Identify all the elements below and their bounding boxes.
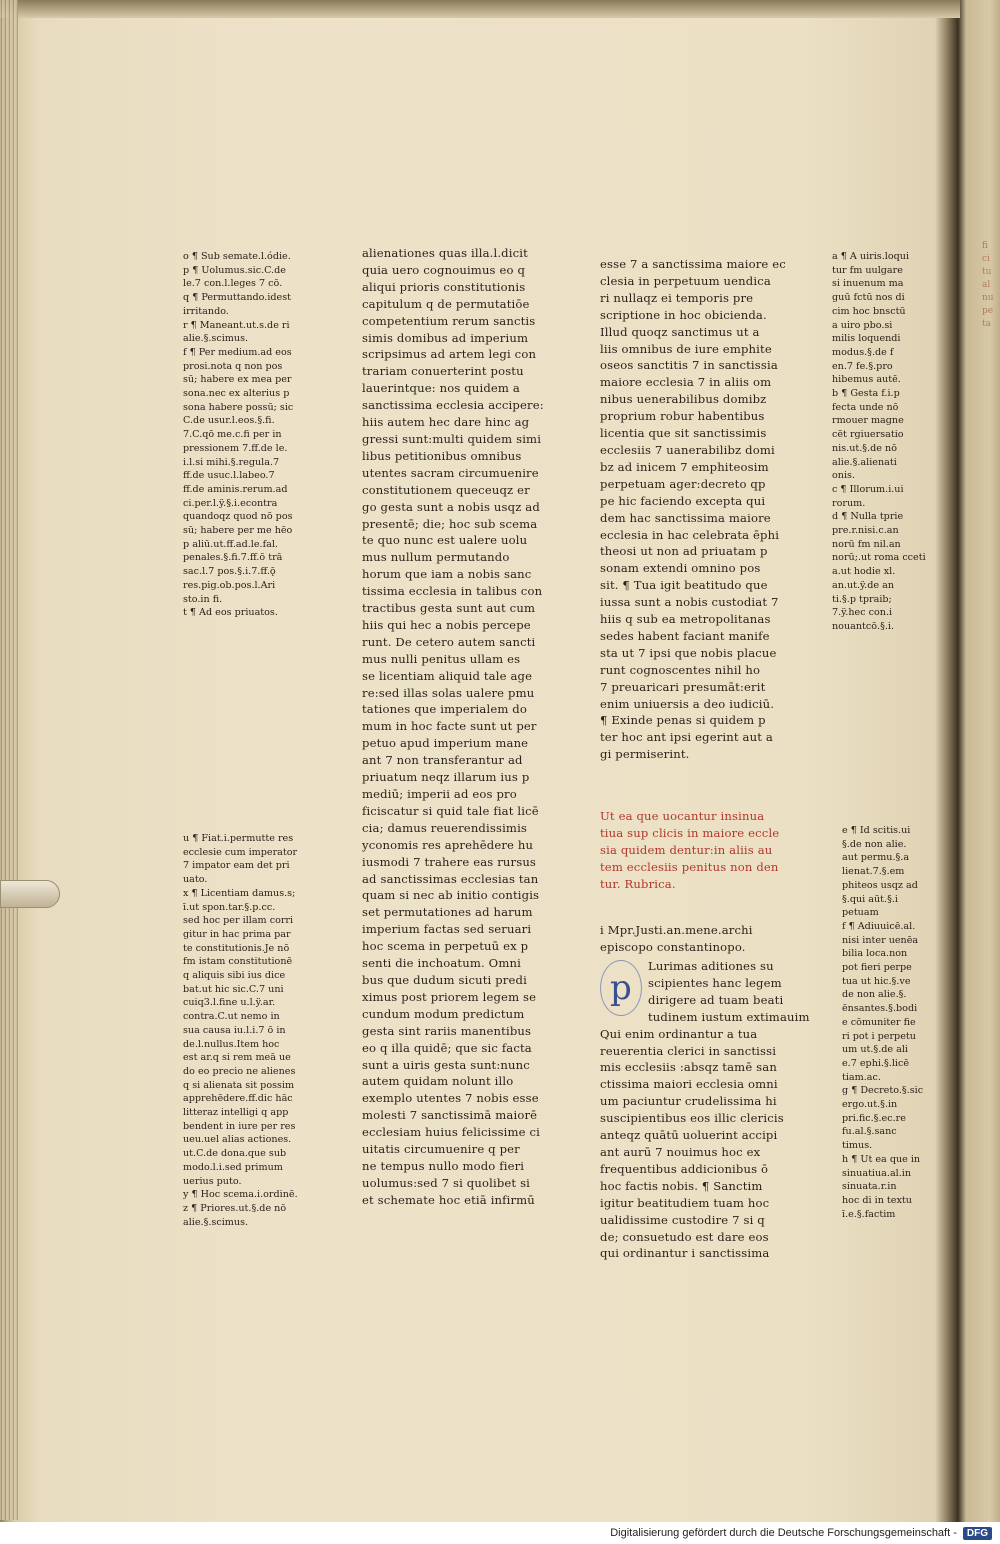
gloss-line: sū; habere ex mea per <box>183 374 292 386</box>
text-line: molesti 7 sanctissimā maiorē <box>362 1108 538 1123</box>
gloss-line: 7 impator eam det pri <box>183 860 290 872</box>
text-line: reuerentia clerici in sanctissi <box>600 1043 777 1058</box>
gloss-line: sona habere possū; sic <box>183 401 294 413</box>
text-line: bus que dudum sicuti predi <box>362 972 527 987</box>
rubric-line: tur. Rubrica. <box>600 876 676 891</box>
far-right-gloss-bottom <box>842 824 948 1221</box>
text-line: gi permiserint. <box>600 747 690 762</box>
text-line: yconomis res aprehēdere hu <box>362 837 534 852</box>
text-line: sta ut 7 ipsi que nobis placue <box>600 645 777 660</box>
text-line: go gesta sunt a nobis usqz ad <box>362 499 540 514</box>
gloss-line: o ¶ Sub semate.l.ódie. <box>183 251 291 262</box>
text-line: competentium rerum sanctis <box>362 313 536 328</box>
text-line: dirigere ad tuam beati <box>648 992 784 1007</box>
text-line: aliqui prioris constitutionis <box>362 279 526 294</box>
text-line: tractibus gesta sunt aut cum <box>362 601 536 616</box>
text-line: ecclesia in hac celebrata ēphi <box>600 527 780 542</box>
next-page-edge <box>962 0 1000 1520</box>
gloss-line: prosi.nota q non pos <box>183 360 283 372</box>
text-line: dem hac sanctissima maiore <box>600 510 771 525</box>
gloss-line: pri.fic.§.ec.re <box>842 1112 906 1124</box>
text-line: ant 7 non transferantur ad <box>362 753 523 768</box>
gloss-line: do eo precio ne alienes <box>183 1065 296 1077</box>
gloss-line: en.7 fe.§.pro <box>832 360 893 372</box>
text-line: trariam conuerterint postu <box>362 364 524 379</box>
text-line: cia; damus reuerendissimis <box>362 820 528 835</box>
text-line: perpetuam ager:decreto qp <box>600 476 766 491</box>
text-line: tationes que imperialem do <box>362 702 528 717</box>
left-gloss-top <box>183 250 343 620</box>
text-line: scripsimus ad artem legi con <box>362 347 537 362</box>
text-line: Illud quoqz sanctimus ut a <box>600 324 760 339</box>
next-page-fragment: nu <box>982 293 994 303</box>
gloss-line: ti.§.p tpraib; <box>832 593 892 605</box>
left-gloss-bottom <box>183 832 343 1229</box>
text-line: mus nullum permutando <box>362 550 510 565</box>
gloss-line: lienat.7.§.em <box>842 866 905 878</box>
text-line: sanctissima ecclesia accipere: <box>362 398 544 413</box>
gloss-line: nisi inter uenēa <box>842 934 919 946</box>
gloss-line: ci.per.l.ÿ.§.i.econtra <box>183 497 278 509</box>
dropcap: p <box>600 960 642 1016</box>
text-line: episcopo constantinopo. <box>600 939 746 954</box>
gloss-line: ff.de aminis.rerum.ad <box>183 483 288 495</box>
text-line: alienationes quas illa.l.dicit <box>362 246 528 260</box>
gloss-line: um ut.§.de ali <box>842 1044 908 1056</box>
text-line: Lurimas aditiones su <box>648 959 774 973</box>
gloss-line: tua ut hic.§.ve <box>842 975 911 987</box>
gloss-line: ecclesie cum imperator <box>183 846 298 858</box>
gloss-line: alie.§.scimus. <box>183 1216 249 1228</box>
next-page-fragment: ci <box>982 254 990 264</box>
gloss-line: ergo.ut.§.in <box>842 1099 898 1111</box>
rubric-line: tem ecclesiis penitus non den <box>600 859 779 874</box>
credit-bar <box>0 1522 1000 1544</box>
page-stack-edge <box>0 0 18 1520</box>
rubric-line: tiua sup clicis in maiore eccle <box>600 825 780 840</box>
text-line: autem quidam nolunt illo <box>362 1074 514 1089</box>
gloss-line: rmouer magne <box>832 415 904 427</box>
text-line: mis ecclesiis :absqz tamē san <box>600 1060 777 1075</box>
text-line: suscipientibus eos illic clericis <box>600 1111 784 1126</box>
middle-text-column <box>362 245 584 1209</box>
gloss-line: contra.C.ut nemo in <box>183 1011 280 1023</box>
text-line: maiore ecclesia 7 in aliis om <box>600 375 772 390</box>
text-line: oseos sanctitis 7 in sanctissia <box>600 358 778 373</box>
gloss-line: norū;.ut roma cceti <box>832 552 926 564</box>
gloss-line: p aliū.ut.ff.ad.le.fal. <box>183 538 278 550</box>
gloss-line: ī.e.§.factim <box>842 1208 896 1220</box>
text-line: gressi sunt:multi quidem simi <box>362 431 542 446</box>
text-line: sonam extendi omnino pos <box>600 561 761 576</box>
gloss-line: petuam <box>842 907 879 919</box>
far-right-gloss-top <box>832 250 948 634</box>
gloss-line: de.l.nullus.Item hoc <box>183 1038 280 1050</box>
gloss-line: res.pig.ob.pos.l.Ari <box>183 579 276 591</box>
gloss-line: norū fm nil.an <box>832 538 901 550</box>
gloss-line: bat.ut hic sic.C.7 uni <box>183 983 284 995</box>
text-line: tissima ecclesia in talibus con <box>362 584 543 599</box>
next-page-fragment: fi <box>982 241 989 251</box>
gloss-line: irritando. <box>183 305 229 317</box>
text-line: qui ordinantur i sanctissima <box>600 1246 770 1261</box>
gloss-line: uerius puto. <box>183 1175 242 1187</box>
gloss-line: ut.C.de dona.que sub <box>183 1148 287 1160</box>
gloss-line: sua causa iu.l.i.7 ō in <box>183 1024 286 1036</box>
text-line: re:sed illas solas ualere pmu <box>362 685 535 700</box>
gloss-line: h ¶ Ut ea que in <box>842 1153 921 1165</box>
gloss-line: alie.§.scimus. <box>183 333 249 345</box>
text-line: ctissima maiori ecclesia omni <box>600 1077 778 1092</box>
gloss-line: e ¶ Id scitis.ui <box>842 825 911 836</box>
gloss-line: q aliquis sibi ius dice <box>183 970 286 982</box>
gloss-line: modo.l.i.sed primum <box>183 1161 283 1173</box>
text-line: exemplo utentes 7 nobis esse <box>362 1091 539 1106</box>
gloss-line: nouantcō.§.i. <box>832 620 895 632</box>
gloss-line: c ¶ Illorum.i.ui <box>832 483 904 495</box>
gloss-line: sū; habere per me hēo <box>183 525 293 537</box>
text-line: i Mpr.Justi.an.mene.archi <box>600 923 753 937</box>
gloss-line: sinuatiua.al.in <box>842 1167 912 1179</box>
text-line: mediū; imperii ad eos pro <box>362 787 517 801</box>
text-line: ximus post priorem legem se <box>362 989 537 1004</box>
text-line: gesta sint rariis manentibus <box>362 1023 532 1038</box>
text-line: mus nulli penitus ullam es <box>362 651 521 666</box>
text-line: ualidissime custodire 7 si q <box>600 1212 765 1227</box>
text-line: ter hoc ant ipsi egerint aut a <box>600 730 773 745</box>
gloss-line: §.qui aūt.§.i <box>842 893 899 905</box>
gloss-line: timus. <box>842 1140 873 1152</box>
text-line: tudinem iustum extimauim <box>648 1009 810 1024</box>
text-line: uitatis circumuenire q per <box>362 1142 520 1157</box>
gloss-line: ri pot i perpetu <box>842 1030 916 1042</box>
text-line: frequentibus addicionibus ō <box>600 1161 769 1176</box>
text-line: runt. De cetero autem sancti <box>362 634 536 649</box>
gloss-line: de non alie.§. <box>842 989 907 1001</box>
text-line: ecclesiam huius felicissime ci <box>362 1125 541 1140</box>
gloss-line: z ¶ Priores.ut.§.de nō <box>183 1202 287 1214</box>
text-line: anteqz quātū uoluerint accipi <box>600 1128 778 1143</box>
text-line: hiis qui hec a nobis percepe <box>362 617 531 632</box>
gloss-line: fu.al.§.sanc <box>842 1126 897 1138</box>
gloss-line: t ¶ Ad eos priuatos. <box>183 607 278 619</box>
gloss-line: modus.§.de f <box>832 346 894 358</box>
gloss-line: sto.in fi. <box>183 593 223 605</box>
gloss-line: aut permu.§.a <box>842 852 910 864</box>
text-line: igitur beatitudiem tuam hoc <box>600 1195 770 1210</box>
text-line: 7 preuaricari presumāt:erit <box>600 679 766 694</box>
next-page-fragment: al <box>982 280 991 290</box>
text-line: runt cognoscentes nihil ho <box>600 662 761 677</box>
credit-text: Digitalisierung gefördert durch die Deutsche Forschungsgemeinschaft - <box>610 1527 957 1539</box>
text-line: quam si nec ab initio contigis <box>362 888 540 903</box>
gloss-line: 7.C.qō me.c.fi per in <box>183 429 282 441</box>
gloss-line: pre.r.nisi.c.an <box>832 525 899 537</box>
text-line: cundum modum predictum <box>362 1006 525 1021</box>
gloss-line: a.ut hodie xl. <box>832 566 896 578</box>
page-clip <box>0 880 60 908</box>
text-line: senti die inchoatum. Omni <box>362 956 521 971</box>
text-line: ad sanctissimas ecclesias tan <box>362 871 539 886</box>
gloss-line: pot fieri perpe <box>842 962 912 974</box>
gloss-line: penales.§.fi.7.ff.ō trā <box>183 552 283 564</box>
text-line: hoc factis nobis. ¶ Sanctim <box>600 1178 763 1193</box>
gloss-line: quandoqz quod nō pos <box>183 511 293 523</box>
gloss-line: d ¶ Nulla tprie <box>832 511 904 523</box>
gloss-line: cēt rgiuersatio <box>832 429 904 441</box>
gloss-line: milis loquendi <box>832 333 901 345</box>
text-line: lauerintque: nos quidem a <box>362 381 520 396</box>
text-line: se licentiam aliquid tale age <box>362 668 533 683</box>
text-line: set permutationes ad harum <box>362 905 533 920</box>
text-line: sedes habent faciant manife <box>600 628 770 643</box>
gloss-line: b ¶ Gesta f.i.p <box>832 388 900 400</box>
text-line: ant aurū 7 nouimus hoc ex <box>600 1144 761 1159</box>
right-text-column-bottom <box>600 958 828 1262</box>
right-text-column-top <box>600 256 825 763</box>
text-line: capitulum q de permutatiōe <box>362 296 530 311</box>
text-line: ficiscatur si quid tale fiat licē <box>362 803 539 818</box>
gloss-line: sinuata.r.in <box>842 1181 897 1193</box>
page-top-edge <box>0 0 960 18</box>
text-line: iusmodi 7 trahere eas rursus <box>362 854 537 869</box>
text-line: Qui enim ordinantur a tua <box>600 1026 758 1041</box>
text-line: et schemate hoc etiā infirmū <box>362 1192 535 1207</box>
gloss-line: alie.§.alienati <box>832 456 897 468</box>
gloss-line: e cōmuniter fie <box>842 1016 916 1028</box>
gloss-line: r ¶ Maneant.ut.s.de ri <box>183 319 290 331</box>
gloss-line: u ¶ Fiat.i.permutte res <box>183 833 294 844</box>
text-line: ri nullaqz ei temporis pre <box>600 290 754 305</box>
gloss-line: cuiq3.l.fine u.l.ÿ.ar. <box>183 997 276 1009</box>
gloss-line: gitur in hac prima par <box>183 928 291 940</box>
gloss-line: f ¶ Adiuuicē.al. <box>842 920 916 932</box>
gloss-line: ēnsantes.§.bodi <box>842 1003 918 1015</box>
gloss-line: ī.ut spon.tar.§.p.cc. <box>183 901 276 913</box>
gloss-line: hoc di in textu <box>842 1194 912 1206</box>
text-line: hiis q sub ea metropolitanas <box>600 612 771 627</box>
text-line: ne tempus nullo modo fieri <box>362 1158 525 1173</box>
text-line: sunt a uiris gesta sunt:nunc <box>362 1057 530 1072</box>
text-line: hiis autem hec dare hinc ag <box>362 415 530 430</box>
gloss-line: q ¶ Permuttando.idest <box>183 292 291 304</box>
gloss-line: ueu.uel alias actiones. <box>183 1134 292 1146</box>
text-line: nibus uenerabilibus domibz <box>600 392 767 407</box>
text-line: te quo nunc est ualere uolu <box>362 533 528 548</box>
gloss-line: x ¶ Licentiam damus.s; <box>183 887 296 899</box>
gloss-line: an.ut.ÿ.de an <box>832 579 894 591</box>
next-page-fragment: pe <box>982 306 994 316</box>
gloss-line: a ¶ A uiris.loqui <box>832 251 910 262</box>
gloss-line: e.7 ephi.§.licē <box>842 1057 910 1069</box>
gloss-line: sed hoc per illam corri <box>183 915 294 927</box>
gloss-line: si inuenum ma <box>832 278 904 290</box>
gloss-line: bilia loca.non <box>842 948 908 960</box>
gloss-line: apprehēdere.ff.dic hāc <box>183 1093 293 1105</box>
text-line: ecclesiis 7 uanerabilibz domi <box>600 442 775 457</box>
text-line: proprium robur habentibus <box>600 409 765 424</box>
text-line: iussa sunt a nobis custodiat 7 <box>600 595 779 610</box>
gloss-line: hibemus autē. <box>832 374 901 386</box>
text-line: pe hic faciendo excepta qui <box>600 493 766 508</box>
text-line: horum que iam a nobis sanc <box>362 567 532 582</box>
text-line: utentes sacram circumuenire <box>362 465 539 480</box>
text-line: presentē; die; hoc sub scema <box>362 516 538 531</box>
text-line: scriptione in hoc obicienda. <box>600 307 767 322</box>
gloss-line: sac.l.7 pos.§.i.7.ff.ǭ <box>183 566 276 578</box>
text-line: clesia in perpetuum uendica <box>600 273 771 288</box>
gloss-line: phiteos usqz ad <box>842 879 918 891</box>
text-line: quia uero cognouimus eo q <box>362 262 526 277</box>
text-line: liis omnibus de iure emphite <box>600 341 772 356</box>
gloss-line: pressionem 7.ff.de le. <box>183 442 288 454</box>
gloss-line: y ¶ Hoc scema.i.ordinē. <box>183 1189 298 1201</box>
gloss-line: C.de usur.l.eos.§.fi. <box>183 415 275 427</box>
gloss-line: q si alienata sit possim <box>183 1079 295 1091</box>
gloss-line: bendent in iure per res <box>183 1120 296 1132</box>
rubric <box>600 808 825 893</box>
text-line: priuatum neqz illarum ius p <box>362 770 530 785</box>
text-line: licentia que sit sanctissimis <box>600 426 767 441</box>
gloss-line: 7.ÿ.hec con.i <box>832 607 893 619</box>
gloss-line: f ¶ Per medium.ad eos <box>183 346 292 358</box>
next-page-fragment: ta <box>982 319 991 329</box>
gloss-line: §.de non alie. <box>842 838 907 850</box>
gloss-line: sona.nec ex alterius p <box>183 388 290 400</box>
text-line: enim uniuersis a deo iudiciū. <box>600 696 775 711</box>
gloss-line: litteraz intelligi q app <box>183 1107 289 1119</box>
gloss-line: p ¶ Uolumus.sic.C.de <box>183 264 286 276</box>
gloss-line: uato. <box>183 874 208 886</box>
gloss-line: est ar.q si rem meā ue <box>183 1052 291 1064</box>
text-line: mum in hoc facte sunt ut per <box>362 719 537 734</box>
gloss-line: te constitutionis.Je nō <box>183 942 290 954</box>
right-intro <box>600 922 825 956</box>
text-line: bz ad inicem 7 emphiteosim <box>600 459 769 474</box>
gloss-line: nis.ut.§.de nō <box>832 442 897 454</box>
rubric-line: Ut ea que uocantur insinua <box>600 809 765 823</box>
gloss-line: g ¶ Decreto.§.sic <box>842 1085 924 1097</box>
text-line: hoc scema in perpetuū ex p <box>362 939 529 954</box>
text-line: scipientes hanc legem <box>648 975 782 990</box>
text-line: theosi ut non ad priuatam p <box>600 544 768 559</box>
text-line: constitutionem queceuqz er <box>362 482 530 497</box>
gloss-line: a uiro pbo.si <box>832 319 893 331</box>
gloss-line: i.l.si mihi.§.regula.7 <box>183 456 280 468</box>
gloss-line: fecta unde nō <box>832 401 899 413</box>
gloss-line: cim hoc bnsctū <box>832 305 906 317</box>
gloss-line: guū fctū nos di <box>832 292 905 304</box>
gloss-line: rorum. <box>832 497 866 509</box>
gloss-line: fm istam constitutionē <box>183 956 293 968</box>
next-page-fragment: tu <box>982 267 992 277</box>
text-line: libus petitionibus omnibus <box>362 448 522 463</box>
gloss-line: le.7 con.l.leges 7 cō. <box>183 278 283 290</box>
text-line: eo q illa quidē; que sic facta <box>362 1040 532 1055</box>
text-line: ¶ Exinde penas si quidem p <box>600 713 766 728</box>
text-line: simis domibus ad imperium <box>362 330 529 345</box>
text-line: uolumus:sed 7 si quolibet si <box>362 1175 531 1190</box>
text-line: um paciuntur crudelissima hi <box>600 1094 777 1109</box>
gloss-line: onis. <box>832 470 855 482</box>
gloss-line: tiam.ac. <box>842 1071 881 1083</box>
rubric-line: sia quidem dentur:in aliis au <box>600 842 773 857</box>
text-line: sit. ¶ Tua igit beatitudo que <box>600 578 768 593</box>
text-line: esse 7 a sanctissima maiore ec <box>600 257 786 271</box>
gloss-line: ff.de usuc.l.labeo.7 <box>183 470 275 482</box>
text-line: imperium factas sed seruari <box>362 922 532 937</box>
text-line: de; consuetudo est dare eos <box>600 1229 769 1244</box>
text-line: petuo apud imperium mane <box>362 736 529 751</box>
dfg-logo: DFG <box>963 1527 992 1540</box>
gloss-line: tur fm uulgare <box>832 264 903 276</box>
